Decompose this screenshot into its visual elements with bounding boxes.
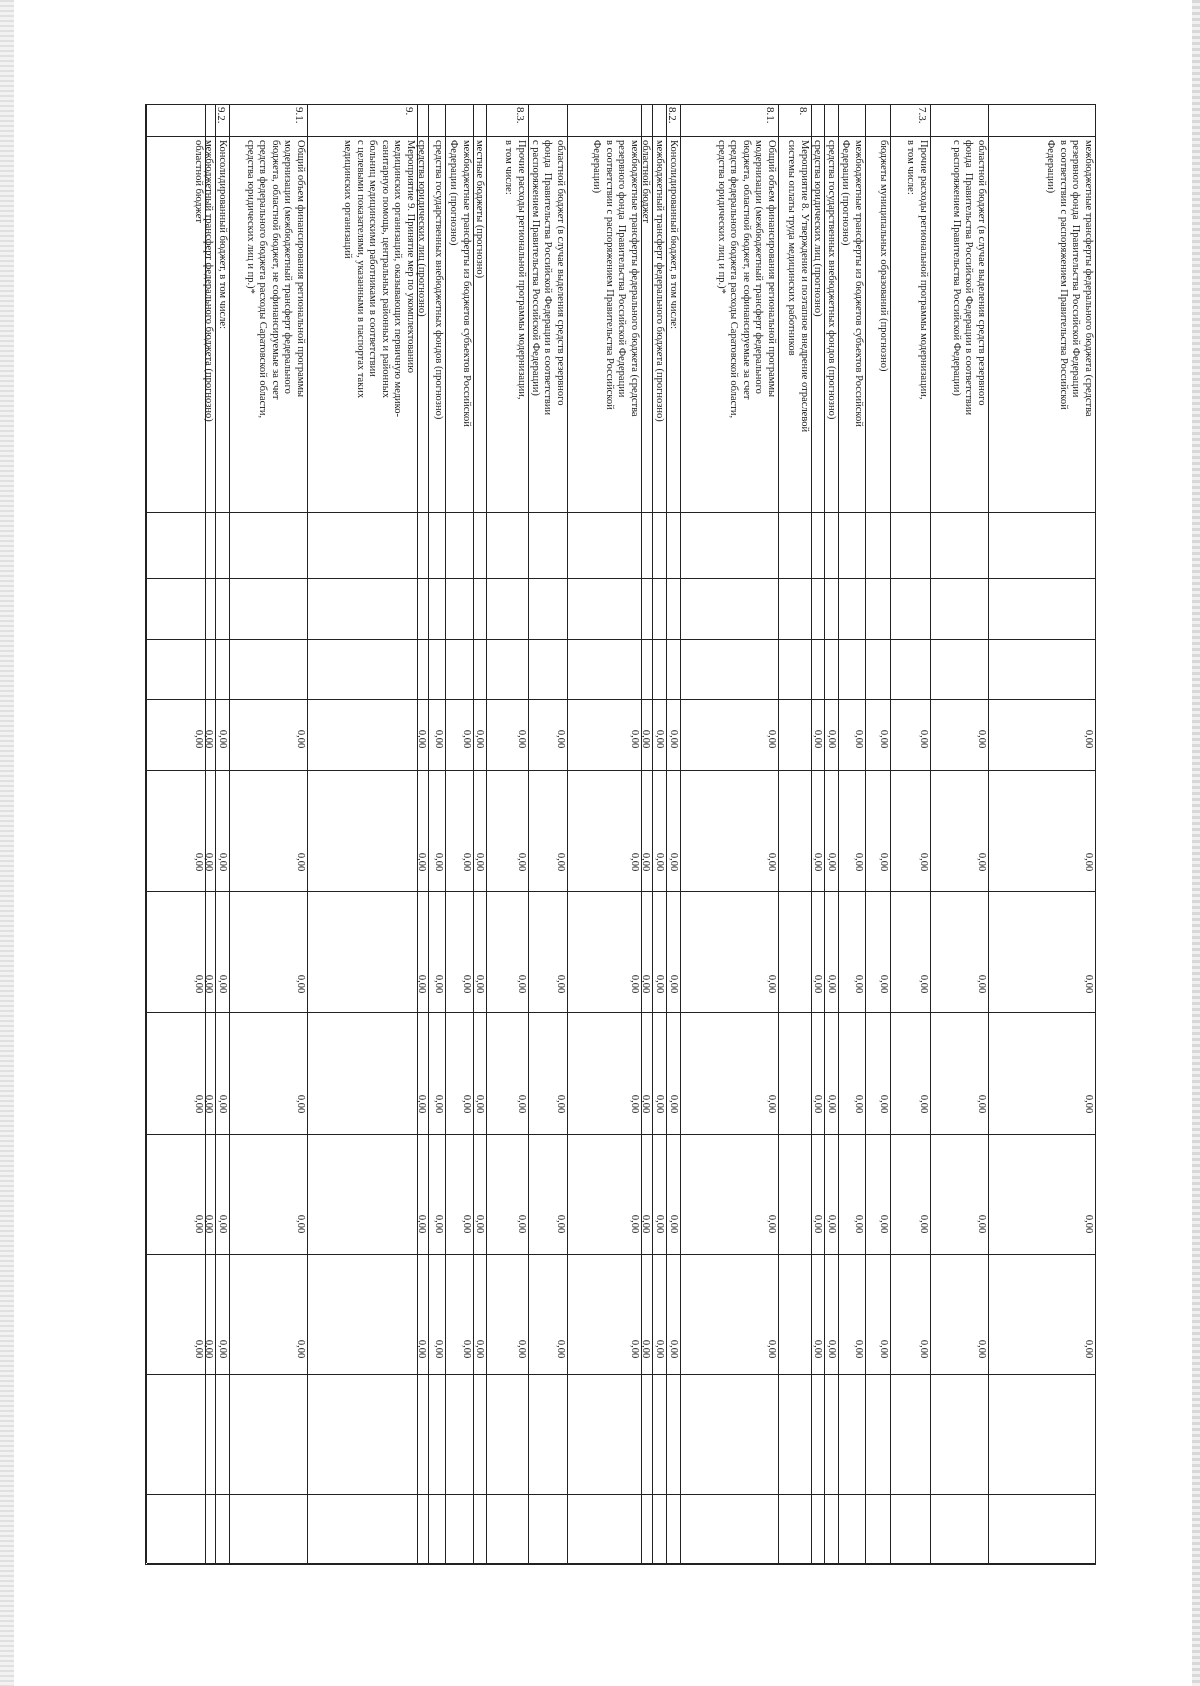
value-cell: 0,00 — [640, 1339, 651, 1359]
value-cell: 0,00 — [295, 1214, 306, 1234]
value-cell: 0,00 — [474, 1094, 485, 1114]
value-cell: 0,00 — [976, 1214, 987, 1234]
scan-edge-right — [1192, 0, 1200, 1686]
value-cell: 0,00 — [1083, 1214, 1094, 1234]
value-cell: 0,00 — [193, 1214, 204, 1234]
row-description: Мероприятие 8. Утверждение и поэтапное внедрение отраслевой системы оплаты труда медицинских работников — [786, 140, 810, 433]
value-cell: 0,00 — [976, 1094, 987, 1114]
value-cell: 0,00 — [766, 729, 777, 749]
value-cell: 0,00 — [668, 1339, 679, 1359]
row-description: областной бюджет (в случае выделения средств резервного фонда Правительства Российской Федерации в соответствии с распоряжением Правительства Российской Федерации) — [950, 140, 987, 416]
value-cell: 0,00 — [203, 974, 214, 994]
value-cell: 0,00 — [555, 852, 566, 872]
col-divider — [147, 1374, 1096, 1375]
value-cell: 0,00 — [416, 1339, 427, 1359]
value-cell: 0,00 — [918, 729, 929, 749]
value-cell: 0,00 — [295, 729, 306, 749]
value-cell: 0,00 — [853, 974, 864, 994]
value-cell: 0,00 — [203, 1214, 214, 1234]
row-divider — [229, 104, 230, 1563]
row-description: средства юридических лиц (прогнозно) — [812, 140, 823, 317]
value-cell: 0,00 — [878, 1214, 889, 1234]
value-cell: 0,00 — [416, 1094, 427, 1114]
row-number: 8.2. — [666, 107, 678, 124]
row-divider — [930, 104, 931, 1563]
value-cell: 0,00 — [516, 974, 527, 994]
value-cell: 0,00 — [516, 852, 527, 872]
value-cell: 0,00 — [668, 729, 679, 749]
value-cell: 0,00 — [629, 1094, 640, 1114]
value-cell: 0,00 — [918, 974, 929, 994]
value-cell: 0,00 — [654, 1214, 665, 1234]
row-description: Консолидированный бюджет, в том числе: — [217, 140, 228, 330]
value-cell: 0,00 — [976, 974, 987, 994]
value-cell: 0,00 — [1083, 1094, 1094, 1114]
value-cell: 0,00 — [766, 974, 777, 994]
value-cell: 0,00 — [295, 974, 306, 994]
value-cell: 0,00 — [295, 1339, 306, 1359]
row-description: межбюджетные трансферты из бюджетов субъектов Российской Федерации (прогнозно) — [840, 140, 864, 427]
value-cell: 0,00 — [474, 852, 485, 872]
row-number: 9.2. — [215, 107, 227, 124]
value-cell: 0,00 — [555, 974, 566, 994]
row-description: бюджеты муниципальных образований (прогнозно) — [878, 140, 889, 372]
value-cell: 0,00 — [668, 1094, 679, 1114]
row-description: Прочие расходы региональной программы модернизации, в том числе: — [905, 140, 929, 400]
value-cell: 0,00 — [217, 852, 228, 872]
row-description: Общий объем финансирования региональной программы модернизации (межбюджетный трансферт федерального бюджета, областной бюджет, не софинансируемые за счет средств федерального бюджета расходы Саратовской области, средства юридических лиц и пр.)* — [244, 140, 306, 419]
col-divider-number — [147, 136, 1096, 137]
value-cell: 0,00 — [516, 1214, 527, 1234]
col-divider — [147, 891, 1096, 892]
col-divider — [147, 1134, 1096, 1135]
row-number: 8.3. — [514, 107, 526, 124]
col-divider — [147, 1494, 1096, 1495]
value-cell: 0,00 — [853, 852, 864, 872]
value-cell: 0,00 — [433, 1339, 444, 1359]
value-cell: 0,00 — [217, 729, 228, 749]
value-cell: 0,00 — [461, 1214, 472, 1234]
row-description: межбюджетный трансферт федерального бюджета (прогнозно) — [203, 140, 214, 422]
value-cell: 0,00 — [812, 974, 823, 994]
value-cell: 0,00 — [812, 852, 823, 872]
value-cell: 0,00 — [640, 852, 651, 872]
value-cell: 0,00 — [976, 729, 987, 749]
value-cell: 0,00 — [668, 852, 679, 872]
rotated-page — [146, 104, 1096, 1564]
row-description: Прочие расходы региональной программы модернизации, в том числе: — [503, 140, 527, 400]
value-cell: 0,00 — [416, 729, 427, 749]
value-cell: 0,00 — [654, 1339, 665, 1359]
value-cell: 0,00 — [295, 852, 306, 872]
value-cell: 0,00 — [826, 1339, 837, 1359]
value-cell: 0,00 — [766, 1214, 777, 1234]
value-cell: 0,00 — [766, 1094, 777, 1114]
value-cell: 0,00 — [433, 974, 444, 994]
row-divider — [865, 104, 866, 1563]
col-divider — [147, 699, 1096, 700]
value-cell: 0,00 — [826, 1214, 837, 1234]
value-cell: 0,00 — [461, 852, 472, 872]
value-cell: 0,00 — [193, 974, 204, 994]
value-cell: 0,00 — [629, 974, 640, 994]
value-cell: 0,00 — [640, 1094, 651, 1114]
value-cell: 0,00 — [878, 729, 889, 749]
row-divider — [567, 104, 568, 1563]
value-cell: 0,00 — [474, 729, 485, 749]
value-cell: 0,00 — [555, 1339, 566, 1359]
value-cell: 0,00 — [629, 852, 640, 872]
col-divider — [147, 1254, 1096, 1255]
value-cell: 0,00 — [474, 1339, 485, 1359]
row-description: межбюджетные трансферты федерального бюджета (средства резервного фонда Правительства Российской Федерации в соответствии с распоряжением Правительства Российской Федерации) — [1045, 140, 1094, 417]
row-description: Консолидированный бюджет, в том числе: — [668, 140, 679, 330]
value-cell: 0,00 — [826, 974, 837, 994]
value-cell: 0,00 — [826, 852, 837, 872]
row-number: 9. — [403, 107, 415, 116]
value-cell: 0,00 — [629, 1214, 640, 1234]
value-cell: 0,00 — [878, 1094, 889, 1114]
row-divider — [307, 104, 308, 1563]
value-cell: 0,00 — [217, 1339, 228, 1359]
value-cell: 0,00 — [654, 1094, 665, 1114]
value-cell: 0,00 — [203, 1339, 214, 1359]
value-cell: 0,00 — [1083, 729, 1094, 749]
row-divider — [680, 104, 681, 1563]
row-divider — [146, 104, 147, 1563]
value-cell: 0,00 — [416, 1214, 427, 1234]
value-cell: 0,00 — [217, 1094, 228, 1114]
row-divider — [890, 104, 891, 1563]
row-number: 7.3. — [916, 107, 928, 124]
value-cell: 0,00 — [654, 974, 665, 994]
value-cell: 0,00 — [812, 729, 823, 749]
row-description: межбюджетные трансферты из бюджетов субъектов Российской Федерации (прогнозно) — [448, 140, 472, 427]
col-divider — [147, 639, 1096, 640]
value-cell: 0,00 — [416, 974, 427, 994]
value-cell: 0,00 — [918, 1214, 929, 1234]
row-divider — [428, 104, 429, 1563]
value-cell: 0,00 — [853, 1339, 864, 1359]
row-number: 8. — [797, 107, 809, 116]
row-description: Общий объем финансирования региональной программы модернизации (межбюджетный трансферт федерального бюджета, областной бюджет, не софинансируемые за счет средств федерального бюджета расходы Саратовской области, средства юридических лиц и пр.)* — [715, 140, 777, 419]
value-cell: 0,00 — [474, 974, 485, 994]
row-description: межбюджетные трансферты федерального бюджета (средства резервного фонда Правительства Российской Федерации в соответствии с распоряжением Правительства Российской Федерации) — [591, 140, 640, 417]
row-description: средства юридических лиц (прогнозно) — [416, 140, 427, 317]
value-cell: 0,00 — [217, 1214, 228, 1234]
value-cell: 0,00 — [1083, 1339, 1094, 1359]
value-cell: 0,00 — [826, 729, 837, 749]
value-cell: 0,00 — [654, 852, 665, 872]
value-cell: 0,00 — [193, 1094, 204, 1114]
value-cell: 0,00 — [640, 974, 651, 994]
value-cell: 0,00 — [668, 974, 679, 994]
value-cell: 0,00 — [812, 1094, 823, 1114]
value-cell: 0,00 — [193, 729, 204, 749]
value-cell: 0,00 — [629, 1339, 640, 1359]
value-cell: 0,00 — [976, 1339, 987, 1359]
value-cell: 0,00 — [640, 729, 651, 749]
value-cell: 0,00 — [217, 974, 228, 994]
value-cell: 0,00 — [918, 1094, 929, 1114]
value-cell: 0,00 — [555, 1094, 566, 1114]
row-divider — [778, 104, 779, 1563]
value-cell: 0,00 — [474, 1214, 485, 1234]
value-cell: 0,00 — [812, 1339, 823, 1359]
value-cell: 0,00 — [1083, 974, 1094, 994]
value-cell: 0,00 — [203, 852, 214, 872]
value-cell: 0,00 — [766, 852, 777, 872]
value-cell: 0,00 — [433, 1214, 444, 1234]
value-cell: 0,00 — [654, 729, 665, 749]
value-cell: 0,00 — [1083, 852, 1094, 872]
col-divider — [147, 578, 1096, 579]
value-cell: 0,00 — [516, 729, 527, 749]
value-cell: 0,00 — [668, 1214, 679, 1234]
value-cell: 0,00 — [853, 1094, 864, 1114]
value-cell: 0,00 — [878, 852, 889, 872]
row-number: 8.1. — [764, 107, 776, 124]
value-cell: 0,00 — [629, 729, 640, 749]
budget-table — [146, 104, 1096, 1564]
row-number: 9.1. — [293, 107, 305, 124]
value-cell: 0,00 — [416, 852, 427, 872]
value-cell: 0,00 — [878, 974, 889, 994]
value-cell: 0,00 — [203, 729, 214, 749]
value-cell: 0,00 — [812, 1214, 823, 1234]
value-cell: 0,00 — [461, 1339, 472, 1359]
value-cell: 0,00 — [433, 729, 444, 749]
row-description: местные бюджеты (прогнозно) — [474, 140, 485, 279]
value-cell: 0,00 — [853, 1214, 864, 1234]
row-divider — [988, 104, 989, 1563]
row-description: областной бюджет — [193, 140, 204, 223]
value-cell: 0,00 — [640, 1214, 651, 1234]
col-divider — [147, 1563, 1096, 1564]
value-cell: 0,00 — [878, 1339, 889, 1359]
value-cell: 0,00 — [193, 1339, 204, 1359]
value-cell: 0,00 — [295, 1094, 306, 1114]
value-cell: 0,00 — [555, 729, 566, 749]
col-divider — [147, 770, 1096, 771]
value-cell: 0,00 — [433, 852, 444, 872]
scan-edge-left — [0, 0, 14, 1686]
row-description: Мероприятие 9. Принятие мер по укомплектованию медицинских организаций, оказывающих первичную медико- санитарную помощь, центральных районных и районных больниц медицинскими работниками в соответствии с целевыми показателями, указанными в паспортах таких медицинских организаций — [342, 140, 416, 417]
value-cell: 0,00 — [555, 1214, 566, 1234]
value-cell: 0,00 — [918, 852, 929, 872]
value-cell: 0,00 — [766, 1339, 777, 1359]
row-description: средства государственных внебюджетных фондов (прогнозно) — [433, 140, 444, 420]
row-description: областной бюджет (в случае выделения средств резервного фонда Правительства Российской Федерации в соответствии с распоряжением Правительства Российской Федерации) — [529, 140, 566, 416]
value-cell: 0,00 — [826, 1094, 837, 1114]
value-cell: 0,00 — [516, 1339, 527, 1359]
row-divider — [486, 104, 487, 1563]
value-cell: 0,00 — [516, 1094, 527, 1114]
value-cell: 0,00 — [918, 1339, 929, 1359]
col-divider — [147, 1012, 1096, 1013]
row-description: областной бюджет — [640, 140, 651, 223]
value-cell: 0,00 — [461, 729, 472, 749]
value-cell: 0,00 — [433, 1094, 444, 1114]
value-cell: 0,00 — [461, 1094, 472, 1114]
row-description: межбюджетный трансферт федерального бюджета (прогнозно) — [654, 140, 665, 422]
value-cell: 0,00 — [853, 729, 864, 749]
value-cell: 0,00 — [461, 974, 472, 994]
value-cell: 0,00 — [976, 852, 987, 872]
value-cell: 0,00 — [203, 1094, 214, 1114]
value-cell: 0,00 — [193, 852, 204, 872]
col-divider — [147, 512, 1096, 513]
row-description: средства государственных внебюджетных фондов (прогнозно) — [826, 140, 837, 420]
